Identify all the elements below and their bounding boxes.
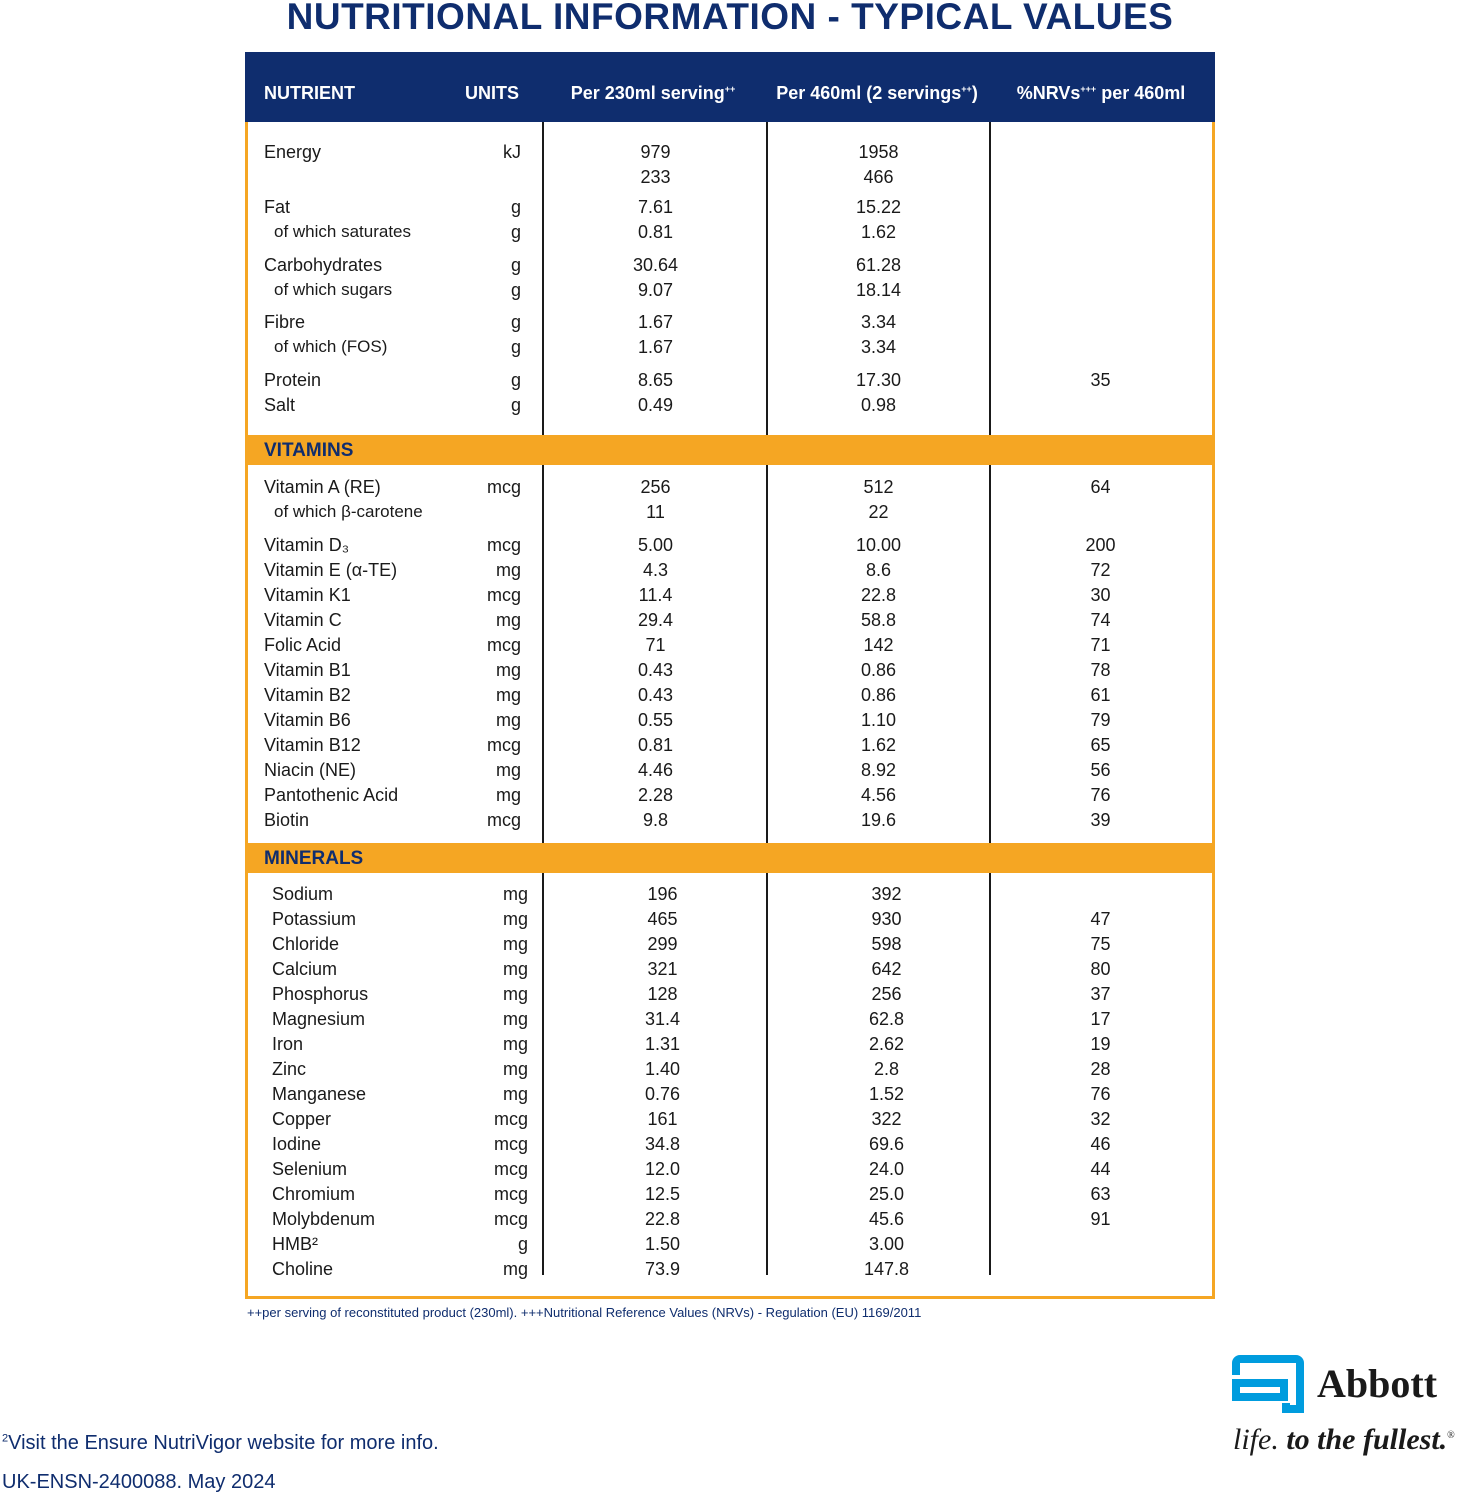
value-per-460ml: 2.62 xyxy=(868,1034,905,1054)
nutrient-name: Vitamin D₃ xyxy=(264,535,350,555)
value-per-460ml: 0.86 xyxy=(860,685,897,705)
value-per-460ml: 322 xyxy=(871,1109,902,1129)
table-row xyxy=(248,535,1213,559)
nutrient-name: Niacin (NE) xyxy=(264,760,357,780)
nutrient-name: Phosphorus xyxy=(272,984,369,1004)
nutrition-table xyxy=(245,52,1215,1299)
table-row xyxy=(248,1109,1213,1133)
footnote: ++per serving of reconstituted product (230ml). +++Nutritional Reference Values (NRVs) - Regulation (EU) 1169/2011 xyxy=(247,1305,922,1320)
nutrient-unit: g xyxy=(510,197,521,217)
value-per-230ml: 465 xyxy=(647,909,678,929)
nutrient-unit: mcg xyxy=(486,585,521,605)
value-nrv-percent: 35 xyxy=(1090,370,1111,390)
value-per-460ml: 1958 xyxy=(858,142,899,162)
value-per-460ml: 1.52 xyxy=(868,1084,905,1104)
value-per-230ml: 0.43 xyxy=(637,660,674,680)
value-per-230ml: 11 xyxy=(646,502,665,522)
nutrient-unit: mcg xyxy=(486,810,521,830)
table-row xyxy=(248,1084,1213,1108)
nutrient-unit: kJ xyxy=(503,142,521,162)
nutrient-unit: mcg xyxy=(486,735,521,755)
nutrient-name: Pantothenic Acid xyxy=(264,785,399,805)
nutrient-unit: mcg xyxy=(493,1184,528,1204)
table-row xyxy=(248,502,1213,526)
table-row xyxy=(248,477,1213,501)
value-nrv-percent: 17 xyxy=(1090,1009,1111,1029)
header-nrv xyxy=(990,83,1212,104)
value-nrv-percent: 37 xyxy=(1090,984,1111,1004)
nutrient-name: of which β-carotene xyxy=(274,502,423,521)
nutrient-name: Salt xyxy=(264,395,296,415)
table-row xyxy=(248,370,1213,394)
header-nrv-post: per 460ml xyxy=(1096,83,1186,103)
value-per-230ml: 196 xyxy=(647,884,678,904)
table-row xyxy=(248,585,1213,609)
nutrient-unit: mcg xyxy=(493,1159,528,1179)
value-per-230ml: 22.8 xyxy=(644,1209,681,1229)
table-row xyxy=(248,1159,1213,1183)
table-row xyxy=(248,735,1213,759)
value-per-460ml: 22.8 xyxy=(860,585,897,605)
table-row xyxy=(248,280,1213,304)
value-per-460ml: 466 xyxy=(863,167,894,187)
nutrient-name: Fibre xyxy=(264,312,306,332)
header-nrv-sup: +++ xyxy=(1080,84,1097,94)
tagline xyxy=(1233,1423,1455,1457)
value-per-460ml: 8.6 xyxy=(865,560,892,580)
nutrient-unit: mg xyxy=(502,959,528,979)
value-nrv-percent: 56 xyxy=(1090,760,1111,780)
nutrient-name: Molybdenum xyxy=(272,1209,376,1229)
header-per-460ml xyxy=(767,83,987,104)
value-nrv-percent: 79 xyxy=(1090,710,1111,730)
value-per-460ml: 24.0 xyxy=(868,1159,905,1179)
value-nrv-percent: 28 xyxy=(1090,1059,1111,1079)
table-row xyxy=(248,1184,1213,1208)
value-per-230ml: 0.76 xyxy=(644,1084,681,1104)
nutrient-name: Vitamin C xyxy=(264,610,342,630)
value-per-230ml: 161 xyxy=(647,1109,678,1129)
value-per-460ml: 147.8 xyxy=(863,1259,910,1279)
table-header xyxy=(245,52,1215,122)
table-row xyxy=(248,934,1213,958)
value-per-230ml: 71 xyxy=(645,635,666,655)
nutrient-name: Biotin xyxy=(264,810,310,830)
table-row xyxy=(248,1134,1213,1158)
nutrient-unit: g xyxy=(510,312,521,332)
vitamins-band xyxy=(245,435,1215,465)
nutrient-name: Selenium xyxy=(272,1159,348,1179)
value-per-460ml: 3.34 xyxy=(860,337,897,357)
value-per-460ml: 2.8 xyxy=(873,1059,900,1079)
value-per-460ml: 25.0 xyxy=(868,1184,905,1204)
nutrient-unit: g xyxy=(510,280,521,300)
nutrient-name: Zinc xyxy=(272,1059,307,1079)
value-nrv-percent: 78 xyxy=(1090,660,1111,680)
value-per-230ml: 979 xyxy=(640,142,671,162)
value-per-230ml: 0.81 xyxy=(637,222,674,242)
value-per-460ml: 0.86 xyxy=(860,660,897,680)
value-per-230ml: 11.4 xyxy=(638,585,673,605)
value-per-230ml: 1.31 xyxy=(644,1034,681,1054)
value-per-460ml: 17.30 xyxy=(855,370,902,390)
nutrient-name: Vitamin B12 xyxy=(264,735,361,755)
nutrient-unit: g xyxy=(510,222,521,242)
table-row xyxy=(248,760,1213,784)
value-per-230ml: 256 xyxy=(640,477,671,497)
value-per-230ml: 4.46 xyxy=(637,760,674,780)
value-nrv-percent: 76 xyxy=(1090,785,1111,805)
nutrient-unit: mg xyxy=(502,884,528,904)
value-per-460ml: 930 xyxy=(871,909,902,929)
header-per-230ml-text: Per 230ml serving xyxy=(570,83,725,103)
value-per-460ml: 22 xyxy=(868,502,889,522)
nutrient-unit: mg xyxy=(495,610,521,630)
document-code: UK-ENSN-2400088. May 2024 xyxy=(2,1471,276,1493)
nutrient-name: Copper xyxy=(272,1109,332,1129)
value-nrv-percent: 74 xyxy=(1090,610,1111,630)
nutrient-unit: g xyxy=(517,1234,528,1254)
table-row xyxy=(248,1209,1213,1233)
table-row xyxy=(248,1234,1213,1258)
nutrient-name: Energy xyxy=(264,142,322,162)
value-nrv-percent: 64 xyxy=(1090,477,1111,497)
nutrient-name: Chromium xyxy=(272,1184,356,1204)
nutrient-unit: mcg xyxy=(493,1109,528,1129)
value-per-460ml: 512 xyxy=(863,477,894,497)
tagline-light: life. xyxy=(1233,1423,1279,1456)
table-row xyxy=(248,197,1213,221)
value-nrv-percent: 80 xyxy=(1090,959,1111,979)
header-per-460ml-close: ) xyxy=(971,83,978,103)
value-per-230ml: 1.50 xyxy=(644,1234,681,1254)
abbott-wordmark: Abbott xyxy=(1317,1361,1438,1406)
nutrient-name: Carbohydrates xyxy=(264,255,383,275)
nutrient-name: of which (FOS) xyxy=(274,337,388,356)
value-per-460ml: 61.28 xyxy=(855,255,902,275)
value-nrv-percent: 200 xyxy=(1085,535,1116,555)
nutrient-unit: mcg xyxy=(493,1134,528,1154)
header-per-460ml-sup: ++ xyxy=(961,84,972,94)
value-per-460ml: 69.6 xyxy=(868,1134,905,1154)
nutrient-name: Vitamin E (α-TE) xyxy=(264,560,398,580)
table-row xyxy=(248,255,1213,279)
table-row xyxy=(248,909,1213,933)
table-row xyxy=(248,810,1213,834)
nutrient-name: of which saturates xyxy=(274,222,412,241)
value-nrv-percent: 63 xyxy=(1090,1184,1111,1204)
value-per-230ml: 30.64 xyxy=(632,255,679,275)
nutrient-unit: mg xyxy=(502,984,528,1004)
value-nrv-percent: 32 xyxy=(1090,1109,1111,1129)
value-per-460ml: 256 xyxy=(871,984,902,1004)
value-per-230ml: 0.43 xyxy=(637,685,674,705)
value-per-230ml: 0.49 xyxy=(637,395,674,415)
value-per-460ml: 392 xyxy=(871,884,902,904)
value-nrv-percent: 76 xyxy=(1090,1084,1111,1104)
nutrient-unit: mcg xyxy=(493,1209,528,1229)
value-per-460ml: 0.98 xyxy=(860,395,897,415)
nutrient-unit: mcg xyxy=(486,477,521,497)
nutrient-name: Fat xyxy=(264,197,291,217)
nutrient-unit: mg xyxy=(495,560,521,580)
value-per-460ml: 4.56 xyxy=(860,785,897,805)
value-nrv-percent: 44 xyxy=(1090,1159,1111,1179)
table-row xyxy=(248,610,1213,634)
value-nrv-percent: 65 xyxy=(1090,735,1111,755)
value-per-230ml: 9.07 xyxy=(637,280,674,300)
nutrient-name: Vitamin A (RE) xyxy=(264,477,381,497)
nutrient-unit: g xyxy=(510,395,521,415)
value-per-230ml: 233 xyxy=(640,167,671,187)
value-per-460ml: 142 xyxy=(863,635,894,655)
table-row xyxy=(248,785,1213,809)
value-per-230ml: 31.4 xyxy=(644,1009,681,1029)
nutrient-unit: g xyxy=(510,337,521,357)
nutrient-name: Folic Acid xyxy=(264,635,342,655)
value-per-230ml: 9.8 xyxy=(642,810,669,830)
table-row xyxy=(248,395,1213,419)
nutrient-unit: mg xyxy=(495,710,521,730)
value-per-230ml: 128 xyxy=(647,984,678,1004)
value-per-230ml: 12.5 xyxy=(644,1184,681,1204)
table-row xyxy=(248,660,1213,684)
value-per-230ml: 4.3 xyxy=(642,560,669,580)
table-row xyxy=(248,1009,1213,1033)
value-per-230ml: 1.67 xyxy=(637,312,674,332)
header-per-460ml-text: Per 460ml (2 servings xyxy=(776,83,962,103)
page-title: NUTRITIONAL INFORMATION - TYPICAL VALUES xyxy=(286,0,1174,37)
value-per-460ml: 62.8 xyxy=(868,1009,905,1029)
minerals-heading: MINERALS xyxy=(264,848,364,869)
value-per-460ml: 3.00 xyxy=(868,1234,905,1254)
tagline-bold: to the fullest. xyxy=(1278,1423,1448,1456)
value-per-460ml: 19.6 xyxy=(860,810,897,830)
value-per-230ml: 7.61 xyxy=(637,197,674,217)
nutrient-unit: mcg xyxy=(486,635,521,655)
value-per-230ml: 12.0 xyxy=(644,1159,681,1179)
table-row xyxy=(248,984,1213,1008)
nutrient-name: Potassium xyxy=(272,909,357,929)
value-per-460ml: 1.62 xyxy=(860,222,897,242)
value-nrv-percent: 46 xyxy=(1090,1134,1111,1154)
nutrient-name: Protein xyxy=(264,370,322,390)
table-row xyxy=(248,1059,1213,1083)
value-per-230ml: 34.8 xyxy=(644,1134,681,1154)
nutrient-name: Vitamin B2 xyxy=(264,685,351,705)
table-row xyxy=(248,560,1213,584)
value-per-230ml: 1.67 xyxy=(637,337,674,357)
nutrient-unit: g xyxy=(510,255,521,275)
value-per-230ml: 2.28 xyxy=(637,785,674,805)
header-per-230ml xyxy=(543,83,763,104)
table-row xyxy=(248,167,1213,191)
logo-mark-bottom xyxy=(1236,1383,1284,1397)
nutrient-unit: mg xyxy=(495,785,521,805)
value-per-460ml: 58.8 xyxy=(860,610,897,630)
table-row xyxy=(248,710,1213,734)
value-per-230ml: 299 xyxy=(647,934,678,954)
value-per-230ml: 321 xyxy=(647,959,678,979)
value-per-230ml: 73.9 xyxy=(644,1259,681,1279)
nutrient-name: Iron xyxy=(272,1034,304,1054)
website-note-text: Visit the Ensure NutriVigor website for more info. xyxy=(8,1432,439,1454)
nutrient-name: Calcium xyxy=(272,959,338,979)
nutrient-name: Magnesium xyxy=(272,1009,366,1029)
nutrient-unit: mcg xyxy=(486,535,521,555)
table-row xyxy=(248,685,1213,709)
nutrient-unit: mg xyxy=(502,1259,528,1279)
table-row xyxy=(248,1259,1213,1283)
nutrient-name: HMB² xyxy=(272,1234,318,1254)
table-row xyxy=(248,312,1213,336)
value-per-460ml: 10.00 xyxy=(855,535,902,555)
value-per-230ml: 1.40 xyxy=(644,1059,681,1079)
nutrient-name: Choline xyxy=(272,1259,334,1279)
nutrient-unit: mg xyxy=(495,760,521,780)
nutrient-unit: mg xyxy=(502,1059,528,1079)
nutrient-name: Sodium xyxy=(272,884,334,904)
value-per-460ml: 8.92 xyxy=(860,760,897,780)
value-per-460ml: 598 xyxy=(871,934,902,954)
value-per-460ml: 18.14 xyxy=(855,280,902,300)
value-per-230ml: 29.4 xyxy=(637,610,674,630)
value-nrv-percent: 39 xyxy=(1090,810,1111,830)
nutrient-name: Vitamin K1 xyxy=(264,585,351,605)
table-row xyxy=(248,959,1213,983)
website-note xyxy=(2,1432,439,1455)
nutrient-unit: mg xyxy=(502,1034,528,1054)
nutrient-unit: mg xyxy=(502,1084,528,1104)
tagline-mark: ® xyxy=(1447,1430,1455,1441)
table-row xyxy=(248,142,1213,166)
nutrient-name: Vitamin B1 xyxy=(264,660,351,680)
nutrient-unit: mg xyxy=(495,660,521,680)
nutrient-unit: mg xyxy=(502,934,528,954)
nutrient-name: Iodine xyxy=(272,1134,322,1154)
nutrient-name: Vitamin B6 xyxy=(264,710,351,730)
header-nrv-text: %NRVs xyxy=(1016,83,1081,103)
value-per-230ml: 8.65 xyxy=(637,370,674,390)
value-nrv-percent: 71 xyxy=(1090,635,1111,655)
abbott-logo-icon xyxy=(1232,1355,1304,1413)
header-units: UNITS xyxy=(465,83,519,103)
nutrient-unit: mg xyxy=(495,685,521,705)
value-per-460ml: 15.22 xyxy=(855,197,902,217)
value-per-230ml: 0.81 xyxy=(637,735,674,755)
value-nrv-percent: 61 xyxy=(1090,685,1111,705)
website-note-sup: 2 xyxy=(2,1432,9,1445)
value-nrv-percent: 75 xyxy=(1090,934,1111,954)
value-per-460ml: 1.10 xyxy=(860,710,897,730)
vitamins-heading: VITAMINS xyxy=(264,440,354,461)
value-per-460ml: 45.6 xyxy=(868,1209,905,1229)
table-row xyxy=(248,337,1213,361)
value-nrv-percent: 47 xyxy=(1090,909,1111,929)
value-nrv-percent: 30 xyxy=(1090,585,1111,605)
value-per-230ml: 0.55 xyxy=(637,710,674,730)
table-row xyxy=(248,1034,1213,1058)
nutrient-unit: mg xyxy=(502,909,528,929)
value-per-230ml: 5.00 xyxy=(637,535,674,555)
header-nutrient: NUTRIENT xyxy=(264,83,355,103)
value-per-460ml: 3.34 xyxy=(860,312,897,332)
value-nrv-percent: 72 xyxy=(1090,560,1111,580)
minerals-band xyxy=(245,843,1215,873)
value-per-460ml: 1.62 xyxy=(860,735,897,755)
header-per-230ml-sup: ++ xyxy=(724,84,736,94)
table-row xyxy=(248,222,1213,246)
nutrient-name: Manganese xyxy=(272,1084,367,1104)
value-per-460ml: 642 xyxy=(871,959,902,979)
value-nrv-percent: 19 xyxy=(1090,1034,1111,1054)
nutrient-name: of which sugars xyxy=(274,280,393,299)
table-row xyxy=(248,884,1213,908)
nutrient-unit: g xyxy=(510,370,521,390)
table-row xyxy=(248,635,1213,659)
value-nrv-percent: 91 xyxy=(1090,1209,1111,1229)
nutrient-unit: mg xyxy=(502,1009,528,1029)
nutrient-name: Chloride xyxy=(272,934,340,954)
